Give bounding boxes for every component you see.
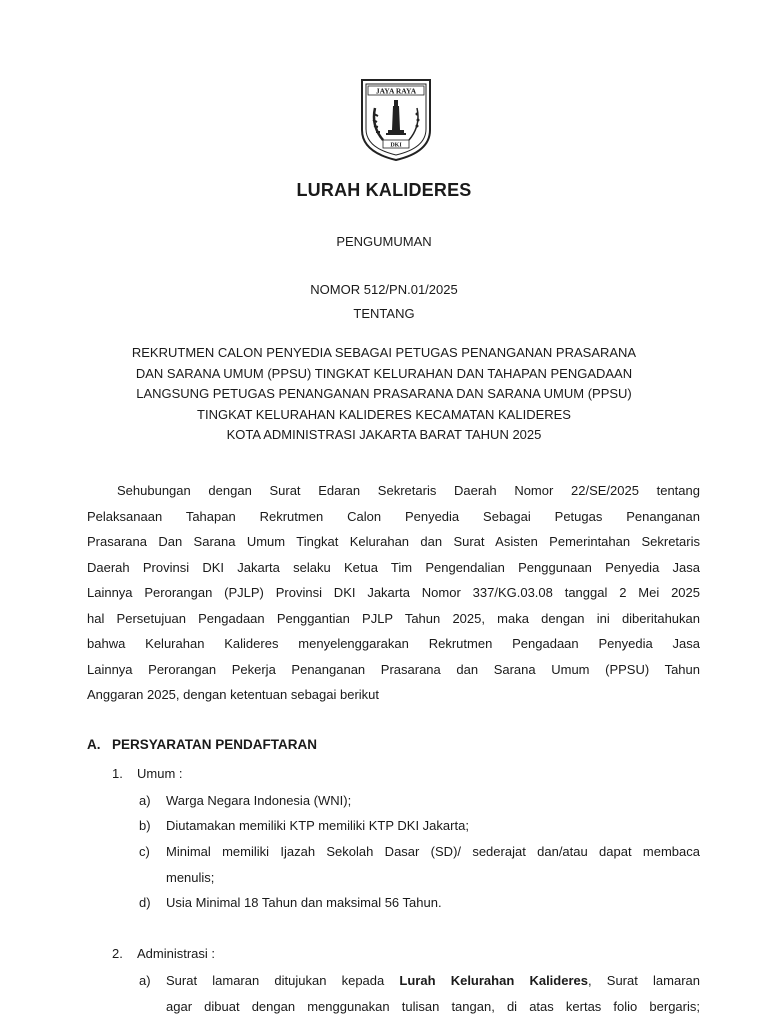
document-number: NOMOR 512/PN.01/2025: [310, 282, 458, 297]
list-item-text: Diutamakan memiliki KTP memiliki KTP DKI Jakarta;: [166, 818, 469, 833]
section-number: A.: [87, 737, 101, 752]
paragraph-line: Anggaran 2025, dengan ketentuan sebagai berikut: [87, 687, 380, 702]
jakarta-emblem-logo: [359, 78, 433, 162]
subsection-number: 2.: [112, 946, 123, 961]
subject-line: LANGSUNG PETUGAS PENANGANAN PRASARANA DAN SARANA UMUM (PPSU): [136, 386, 632, 402]
paragraph-line: Lainnya Perorangan (PJLP) Provinsi DKI Jakarta Nomor 337/KG.03.08 tanggal 2 Mei 2025: [87, 585, 700, 600]
subsection-label: Umum :: [137, 766, 183, 781]
paragraph-line: Prasarana Dan Sarana Umum Tingkat Kelurahan dan Surat Asisten Pemerintahan Sekretaris: [87, 534, 700, 549]
paragraph-line: Sehubungan dengan Surat Edaran Sekretaris Daerah Nomor 22/SE/2025 tentang: [117, 483, 700, 498]
subsection-number: 1.: [112, 766, 123, 781]
subject-line: REKRUTMEN CALON PENYEDIA SEBAGAI PETUGAS PENANGANAN PRASARANA: [131, 345, 637, 360]
subject-line: TINGKAT KELURAHAN KALIDERES KECAMATAN KALIDERES: [197, 406, 571, 422]
paragraph-line: Daerah Provinsi DKI Jakarta selaku Ketua Tim Pengendalian Penggunaan Penyedia Jasa: [87, 559, 700, 575]
list-item-text: [166, 968, 700, 994]
list-item-text-part: , Surat lamaran: [587, 973, 700, 988]
list-item-text: Usia Minimal 18 Tahun dan maksimal 56 Tahun.: [166, 895, 442, 910]
document-type: PENGUMUMAN: [336, 234, 432, 249]
list-item-text: menulis;: [166, 869, 215, 885]
svg-text:JAYA RAYA: JAYA RAYA: [375, 86, 417, 96]
list-item-text-part: Surat lamaran ditujukan kepada: [166, 973, 400, 988]
list-item-text: Warga Negara Indonesia (WNI);: [166, 793, 352, 808]
about-label: TENTANG: [353, 306, 415, 321]
svg-text:DKI: DKI: [390, 142, 402, 149]
list-item-letter: b): [139, 818, 151, 833]
list-item-letter: a): [139, 793, 151, 808]
subsection-label: Administrasi :: [137, 946, 216, 961]
subject-line: KOTA ADMINISTRASI JAKARTA BARAT TAHUN 2025: [226, 427, 542, 443]
list-item-text: Minimal memiliki Ijazah Sekolah Dasar (SD)/ sederajat dan/atau dapat membaca: [166, 844, 700, 859]
paragraph-line: bahwa Kelurahan Kalideres menyelenggarakan Rekrutmen Pengadaan Penyedia Jasa: [87, 636, 700, 651]
subject-line: DAN SARANA UMUM (PPSU) TINGKAT KELURAHAN DAN TAHAPAN PENGADAAN: [135, 365, 633, 381]
intro-paragraph: [87, 478, 700, 708]
section-title: PERSYARATAN PENDAFTARAN: [112, 737, 318, 752]
list-item-letter: d): [139, 895, 151, 910]
paragraph-line: hal Persetujuan Pengadaan Penggantian PJLP Tahun 2025, maka dengan ini diberitahukan: [87, 610, 700, 626]
list-item-letter: c): [139, 844, 150, 859]
list-item-letter: a): [139, 973, 151, 988]
page-title: LURAH KALIDERES: [296, 180, 472, 200]
paragraph-line: Pelaksanaan Tahapan Rekrutmen Calon Penyedia Sebagai Petugas Penanganan: [87, 508, 700, 524]
subsection-umum: [112, 766, 183, 781]
addressee-bold: Lurah Kelurahan Kalideres: [399, 973, 588, 988]
paragraph-line: Lainnya Perorangan Pekerja Penanganan Prasarana dan Sarana Umum (PPSU) Tahun: [87, 661, 700, 677]
subsection-administrasi: [112, 946, 215, 961]
list-item-text: agar dibuat dengan menggunakan tulisan tangan, di atas kertas folio bergaris;: [166, 998, 700, 1014]
section-heading-a: [87, 737, 317, 752]
subject-heading: [0, 343, 768, 446]
